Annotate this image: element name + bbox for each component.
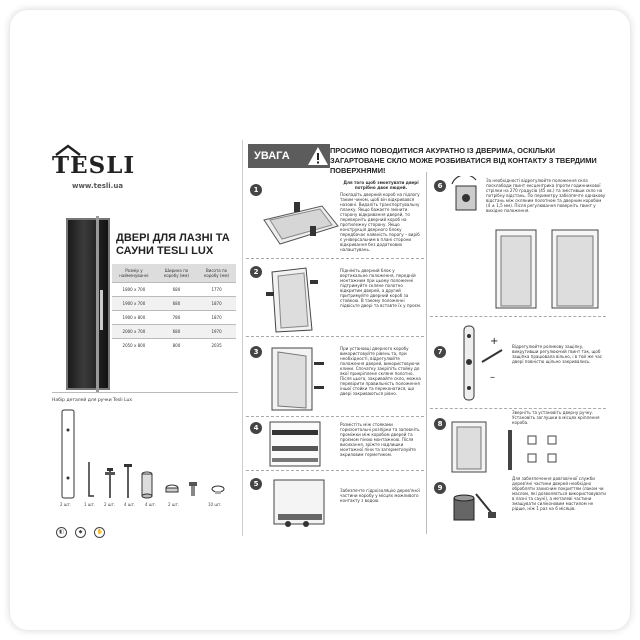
step-9-illustration <box>448 486 498 526</box>
step-8-illustration <box>448 418 598 474</box>
step-3-illustration <box>262 342 332 414</box>
washer-icon <box>164 482 180 498</box>
sleeve-icon <box>140 470 154 500</box>
step-text: Для забезпечення довговічної служби дерев'яні частини дверей необхідно обробляти захисним покриттям (лаком чи маслом, які дозволяється використовувати в лазні та сауні), а металеві частини змащувати силіконовим мастилом не рідше, ніж 1 раз на 6 місяців. <box>512 476 606 511</box>
part-count: 10 шт. <box>208 502 222 507</box>
table-row <box>112 339 236 353</box>
gap-detail-illustration <box>486 224 606 312</box>
step-7-illustration <box>446 322 508 404</box>
warning-banner <box>248 144 604 175</box>
brand-logo: TESLI <box>52 152 136 179</box>
svg-text:+: + <box>490 336 499 347</box>
table-cell: 1800 x 700 <box>112 283 156 297</box>
right-panel <box>242 140 610 536</box>
brand-website: www.tesli.ua <box>72 182 124 190</box>
left-panel <box>50 140 243 536</box>
step-text: Підніміть дверний блок у вертикальне положення, передній монтажним при цьому положенні підтримуйте скляне полотно відкритим дверей, а другий притримуйте дверний короб за стойкою. В такому положенні підвісьте двері та вставте їх у проєм. <box>340 268 422 308</box>
step-text: Відрегулюйте роликову защіпку, викрутивши регулюючий гвинт так, щоб защіпка працювала вільно, і в той же час двері повністю щільно закривались. <box>512 344 603 364</box>
screw-icon <box>104 466 116 500</box>
table-cell: 680 <box>156 297 197 311</box>
glass-icon: ◧ <box>56 527 67 538</box>
divider <box>430 408 606 409</box>
size-table-header-cell: Розмір у найменуваннi <box>112 264 156 283</box>
table-cell: 1900 x 800 <box>112 311 156 325</box>
table-cell: 1870 <box>197 311 236 325</box>
door-handle-illustration <box>100 290 103 330</box>
table-cell: 1900 x 700 <box>112 297 156 311</box>
instruction-sheet <box>50 140 610 536</box>
step-number: 9 <box>434 482 446 494</box>
table-row <box>112 311 236 325</box>
step-text: Зверніть та установіть дверну ручку. Установіть заглушки в місцях кріплення короба. <box>512 410 600 425</box>
warning-label: УВАГА <box>248 144 308 168</box>
column-divider <box>426 172 427 534</box>
step-4-illustration <box>264 418 330 468</box>
table-cell: 1970 <box>197 325 236 339</box>
divider <box>430 316 606 317</box>
size-table-header <box>112 264 236 283</box>
table-cell: 1870 <box>197 297 236 311</box>
step-number: 5 <box>250 478 262 490</box>
step-text: Розмістіть між стояками горизонтальні розпірки та заповніть проміжки між коробом дверей та проємом піною монтажною. Після висихання, зріжте надлишки монтажної піни та загерметизуйте акриловим герметиком. <box>340 422 420 457</box>
divider <box>246 416 424 417</box>
handle-bar-icon <box>60 408 76 500</box>
bolt-icon <box>122 462 134 500</box>
table-cell: 2050 x 800 <box>112 339 156 353</box>
table-cell: 2000 x 700 <box>112 325 156 339</box>
part-count: 2 шт. <box>168 502 180 507</box>
divider <box>246 336 424 337</box>
divider <box>246 470 424 471</box>
size-table-header-cell: Ширина по коробу (мм) <box>156 264 197 283</box>
step-text: Забезпечте гідроізоляцію дерев'яної частини коробу у місцях можливого контакту з водою. <box>340 488 420 503</box>
parts-title: Набір деталей для ручки Tesli Lux <box>52 398 133 403</box>
table-cell: 680 <box>156 325 197 339</box>
image-frame <box>10 10 630 630</box>
warning-text: ПРОСИМО ПОВОДИТИСЯ АКУРАТНО ІЗ ДВЕРИМА, ОСКІЛЬКИ ЗАГАРТОВАНЕ СКЛО МОЖЕ РОЗБИВАТИСЯ ВІД КОНТАКТУ З ТВЕРДИМИ ПОВЕРХНЯМИ! <box>330 146 597 175</box>
table-row <box>112 325 236 339</box>
table-cell: 800 <box>156 339 197 353</box>
divider <box>52 392 238 393</box>
hex-key-icon <box>86 460 96 500</box>
divider <box>246 258 424 259</box>
table-row <box>112 283 236 297</box>
step-6-illustration <box>446 176 486 216</box>
table-cell: 680 <box>156 283 197 297</box>
step-heading: Для того щоб змонтувати двері потрібно двоє людей. <box>343 180 419 190</box>
step-5-illustration <box>266 474 336 530</box>
table-cell: 780 <box>156 311 197 325</box>
svg-text:–: – <box>490 372 495 383</box>
fragile-icon: ◆ <box>75 527 86 538</box>
part-count: 4 шт. <box>124 502 136 507</box>
step-2-illustration <box>262 266 332 334</box>
care-icons <box>56 518 108 538</box>
warning-triangle-icon <box>306 144 330 168</box>
step-number: 8 <box>434 418 446 430</box>
plug-icon <box>210 484 226 496</box>
size-table <box>112 264 236 352</box>
step-text: За необхідності відрегулюйте положення скла посклабоди гвинт ексцентрика (проти годинникової стрілки на 270 градусів (45 хв.) та змістивши скло на потрібну відстань. По периметру забезпечте однакову відстань між скляним полотном та дверним коробом (4 ± 1,5 мм). Після регулювання поверніть гвинт у вихідне положення. <box>486 178 606 213</box>
part-count: 2 шт. <box>60 502 72 507</box>
step-number: 1 <box>250 184 262 196</box>
step-number: 3 <box>250 346 262 358</box>
step-1-illustration <box>260 200 340 250</box>
handle-with-care-icon: ✋ <box>94 527 105 538</box>
product-title: ДВЕРІ ДЛЯ ЛАЗНІ ТА САУНИ TESLI LUX <box>116 232 230 257</box>
step-number: 2 <box>250 266 262 278</box>
step-text: При установці дверного коробу використовуйте рівень та, при необхідності, відрегулюйте положення дверей, використовуючи клини. Спочатку закріпіть стойку до якої прикріплене скляне полотно. Після цього, закривайте скло, можна перевірити правильність положення іншої стойки та переконатися, що двері закриваються рівно. <box>340 346 421 396</box>
step-number: 6 <box>434 180 446 192</box>
table-cell: 2035 <box>197 339 236 353</box>
part-count: 1 шт. <box>84 502 96 507</box>
step-number: 7 <box>434 346 446 358</box>
table-cell: 1770 <box>197 283 236 297</box>
step-number: 4 <box>250 422 262 434</box>
table-row <box>112 297 236 311</box>
step-text: Покладіть дверний короб на підлогу таким чином, щоб він відкривався назовні. Видаліть транспортувальну планку. Якщо бажаєте змінити сторону відкривання дверей, то переверніть дверний короб на протилежну сторону. Якщо конструкція дверного блоку передбачає наявність порогу – виріб є універсальним в плані сторони відкривання без додаткових налаштувань. <box>340 192 420 252</box>
cap-icon <box>186 480 200 498</box>
part-count: 2 шт. <box>104 502 116 507</box>
size-table-header-cell: Висота по коробу (мм) <box>197 264 236 283</box>
part-count: 4 шт. <box>145 502 157 507</box>
